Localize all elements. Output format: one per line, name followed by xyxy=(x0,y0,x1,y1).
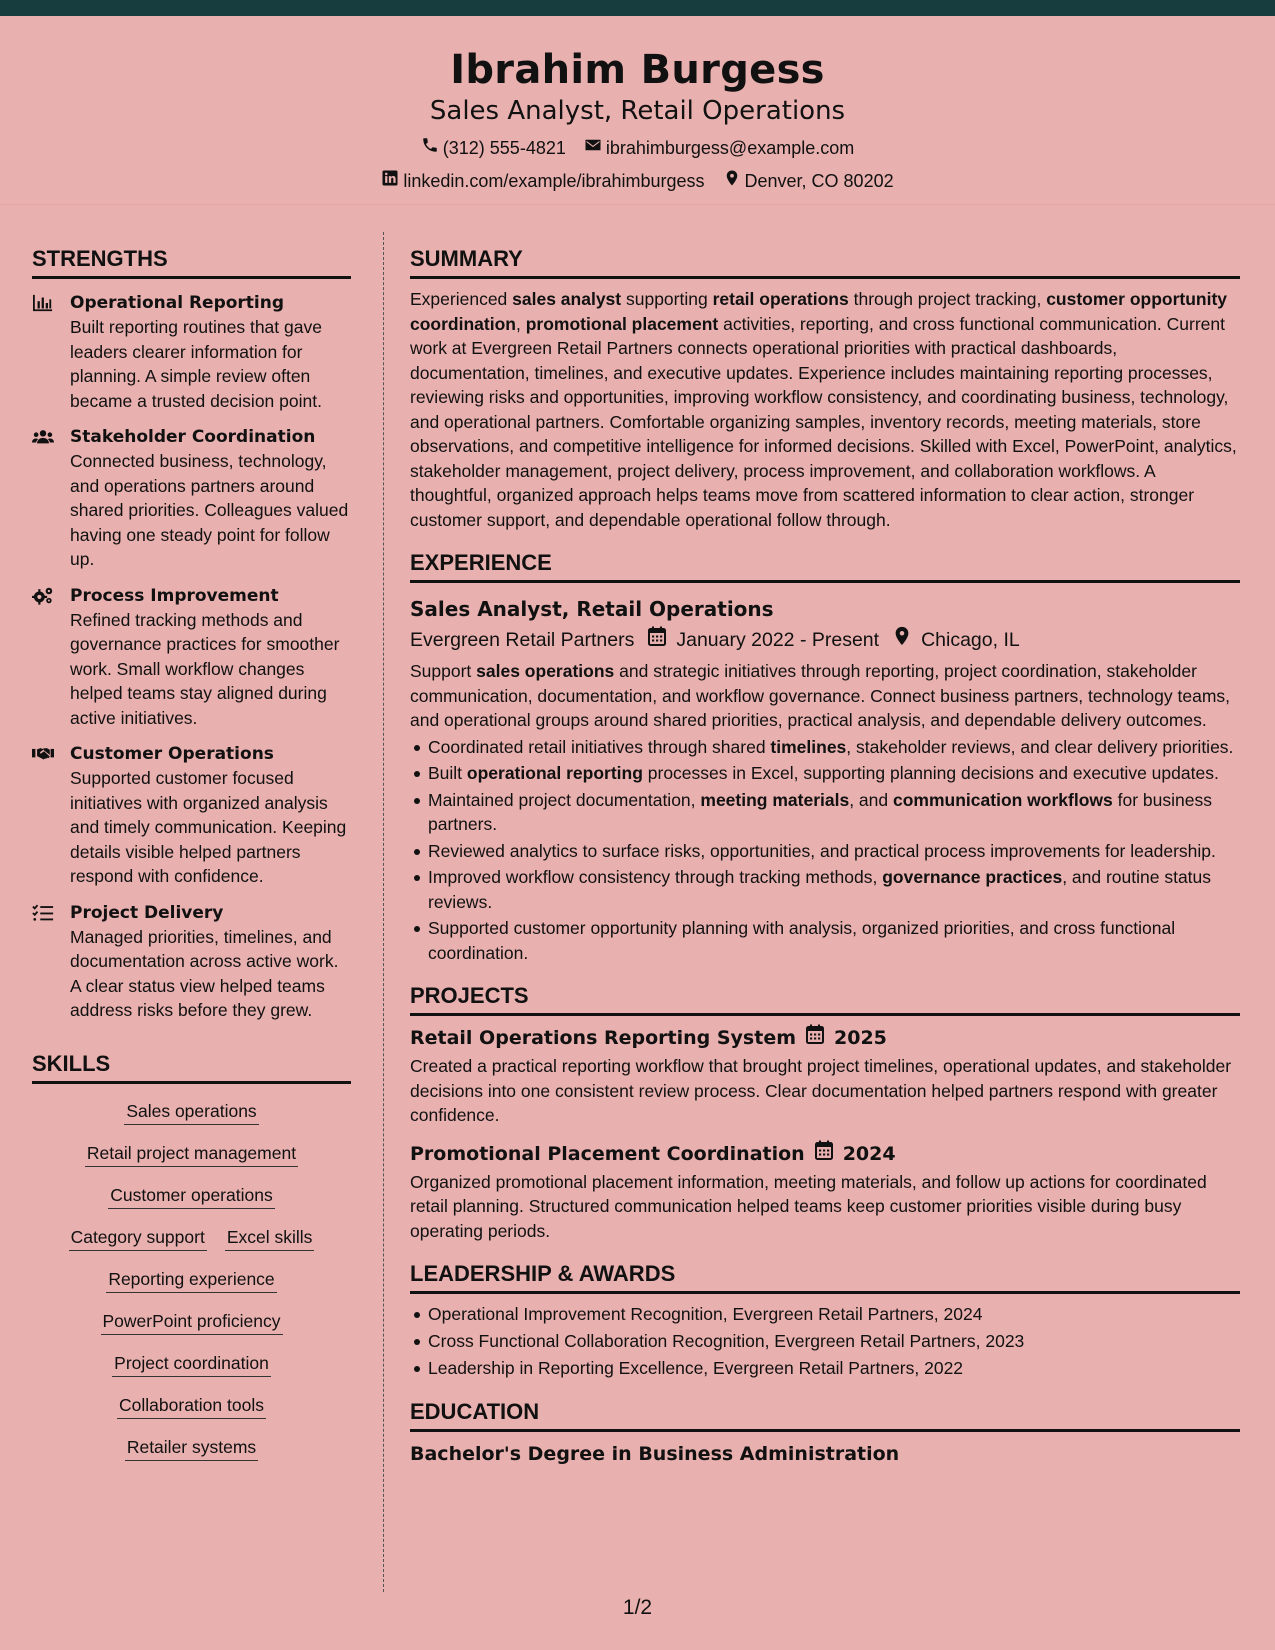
strength-item xyxy=(32,425,351,572)
skill-row xyxy=(32,1224,351,1251)
project-year: 2025 xyxy=(834,1027,887,1049)
bar-chart-icon xyxy=(32,291,56,413)
contact-location: Denver, CO 80202 xyxy=(723,169,894,192)
column-divider xyxy=(383,232,384,1592)
skill-row xyxy=(32,1434,351,1461)
skill-row xyxy=(32,1308,351,1335)
emphasis-text: customer opportunity coordination xyxy=(410,289,1228,334)
skill-tag: Sales operations xyxy=(124,1098,258,1125)
summary-text: Experienced sales analyst supporting retail operations through project tracking, customer opportunity coordination, promotional placement activities, reporting, and cross functional communication. Current work at Evergreen Retail Partners connects operational priorities with practical dashboards, documentation, timelines, and executive updates. Experience includes maintaining reporting processes, reviewing risks and opportunities, improving workflow consistency, and coordinating business, technology, and operational partners. Comfortable organizing samples, inventory records, meeting materials, store observations, and competitive intelligence for informed decisions. Skilled with Excel, PowerPoint, analytics, stakeholder management, project delivery, process improvement, and collaboration workflows. A thoughtful, organized approach helps teams move from scattered information to clear action, stronger customer support, and dependable operational follow through. xyxy=(410,289,1237,530)
project-description: Created a practical reporting workflow that brought project timelines, operational updates, and stakeholder decisions into one consistent review process. Clear documentation helped partners respond with greater confidence. xyxy=(410,1056,1232,1125)
contact-linkedin[interactable]: linkedin.com/example/ibrahimburgess xyxy=(381,169,704,192)
strength-title: Customer Operations xyxy=(70,744,274,764)
project-entry xyxy=(410,1024,1240,1128)
emphasis-text: sales analyst xyxy=(512,289,622,309)
list-item: Coordinated retail initiatives through shared timelines, stakeholder reviews, and clear delivery priorities. xyxy=(410,735,1240,760)
skill-tag: PowerPoint proficiency xyxy=(101,1308,283,1335)
contact-row-1 xyxy=(0,136,1275,159)
skills-list xyxy=(32,1098,351,1461)
job-title: Sales Analyst, Retail Operations xyxy=(410,597,774,621)
skill-row xyxy=(32,1098,351,1125)
map-pin-icon xyxy=(723,169,741,192)
project-entry xyxy=(410,1140,1240,1244)
skill-tag: Excel skills xyxy=(225,1224,315,1251)
skill-tag: Retailer systems xyxy=(125,1434,258,1461)
project-description: Organized promotional placement information, meeting materials, and follow up actions for coordinated retail planning. Structured communication helped teams keep customer priorities visible during busy operating periods. xyxy=(410,1171,1207,1241)
resume-header xyxy=(0,16,1275,204)
skill-row xyxy=(32,1140,351,1167)
list-item: Operational Improvement Recognition, Evergreen Retail Partners, 2024 xyxy=(410,1302,1240,1327)
users-icon xyxy=(32,425,56,572)
map-pin-icon xyxy=(893,625,911,655)
gears-icon xyxy=(32,584,56,731)
strength-item xyxy=(32,291,351,413)
skill-tag: Category support xyxy=(69,1224,207,1251)
projects-heading: PROJECTS xyxy=(410,981,1240,1016)
header-separator xyxy=(0,204,1275,205)
experience-entry xyxy=(410,595,1240,965)
phone-icon xyxy=(421,136,439,159)
skill-row xyxy=(32,1392,351,1419)
list-item: Reviewed analytics to surface risks, opportunities, and practical process improvements for leadership. xyxy=(410,839,1240,864)
contact-email[interactable]: ibrahimburgess@example.com xyxy=(584,136,854,159)
strength-title: Operational Reporting xyxy=(70,293,285,313)
calendar-icon xyxy=(815,1140,833,1168)
emphasis-text: sales operations xyxy=(476,661,615,681)
strengths-heading: STRENGTHS xyxy=(32,244,351,279)
emphasis-text: governance practices xyxy=(882,867,1063,887)
skill-tag: Reporting experience xyxy=(106,1266,276,1293)
job-description: Support sales operations and strategic initiatives through reporting, project coordination, stakeholder communication, documentation, and workflow governance. Connect business partners, technology teams, and operational groups around shared priorities, practical analysis, and dependable delivery outcomes. xyxy=(410,661,1231,730)
project-title: Promotional Placement Coordination xyxy=(410,1142,805,1165)
list-item: Improved workflow consistency through tracking methods, governance practices, and routine status reviews. xyxy=(410,865,1240,914)
contact-row-2 xyxy=(0,169,1275,192)
list-item: Supported customer opportunity planning with analysis, organized priorities, and cross functional coordination. xyxy=(410,916,1240,965)
top-accent-bar xyxy=(0,0,1275,16)
job-dates: January 2022 - Present xyxy=(676,629,880,651)
contact-phone: (312) 555-4821 xyxy=(421,136,566,159)
calendar-icon xyxy=(806,1024,824,1052)
strength-desc: Refined tracking methods and governance practices for smoother work. Small workflow changes helped teams stay aligned during active initiatives. xyxy=(70,609,340,728)
experience-heading: EXPERIENCE xyxy=(410,548,1240,583)
skill-tag: Project coordination xyxy=(112,1350,271,1377)
education-degree: Bachelor's Degree in Business Administration xyxy=(410,1443,900,1465)
education-heading: EDUCATION xyxy=(410,1397,1240,1432)
awards-heading: LEADERSHIP & AWARDS xyxy=(410,1259,1240,1294)
emphasis-text: promotional placement xyxy=(525,313,719,334)
emphasis-text: communication workflows xyxy=(893,789,1113,810)
strength-item xyxy=(32,742,351,889)
project-year: 2024 xyxy=(842,1142,896,1165)
list-item: Maintained project documentation, meeting materials, and communication workflows for business partners. xyxy=(410,788,1240,837)
candidate-role: Sales Analyst, Retail Operations xyxy=(429,96,846,126)
page-number: 1/2 xyxy=(622,1596,653,1619)
project-title: Retail Operations Reporting System xyxy=(410,1027,797,1049)
strength-title: Project Delivery xyxy=(70,902,224,923)
left-column xyxy=(32,244,351,1476)
skill-row xyxy=(32,1350,351,1377)
skill-row xyxy=(32,1266,351,1293)
strength-item xyxy=(32,901,351,1023)
linkedin-icon xyxy=(381,169,399,192)
skill-tag: Collaboration tools xyxy=(117,1392,266,1419)
strength-desc: Managed priorities, timelines, and documentation across active work. A clear status view helped teams address risks before they grew. xyxy=(70,926,339,1020)
emphasis-text: retail operations xyxy=(712,289,849,309)
emphasis-text: operational reporting xyxy=(466,763,643,783)
skills-heading: SKILLS xyxy=(32,1049,351,1084)
skill-tag: Retail project management xyxy=(85,1140,298,1167)
skill-row xyxy=(32,1182,351,1209)
emphasis-text: meeting materials xyxy=(700,789,850,810)
emphasis-text: timelines xyxy=(770,736,847,757)
strength-title: Stakeholder Coordination xyxy=(70,427,316,447)
calendar-icon xyxy=(648,625,666,655)
project-title-row xyxy=(410,1140,1240,1168)
job-bullets xyxy=(410,735,1240,966)
company-name: Evergreen Retail Partners xyxy=(410,629,635,651)
skill-tag: Customer operations xyxy=(108,1182,274,1209)
summary-heading: SUMMARY xyxy=(410,244,1240,279)
candidate-name: Ibrahim Burgess xyxy=(450,47,825,93)
strength-title: Process Improvement xyxy=(70,585,279,606)
job-location: Chicago, IL xyxy=(921,629,1020,651)
strength-desc: Connected business, technology, and operations partners around shared priorities. Colleagues valued having one steady point for follow up. xyxy=(70,451,349,569)
handshake-icon xyxy=(32,742,56,889)
task-list-icon xyxy=(32,901,56,1023)
strength-desc: Supported customer focused initiatives with organized analysis and timely communication. Keeping details visible helped partners respond with confidence. xyxy=(70,768,347,886)
awards-list xyxy=(410,1302,1240,1381)
strength-desc: Built reporting routines that gave leaders clearer information for planning. A simple review often became a trusted decision point. xyxy=(70,317,322,411)
envelope-icon xyxy=(584,136,602,159)
strength-item xyxy=(32,584,351,731)
right-column xyxy=(410,244,1240,1468)
list-item: Built operational reporting processes in Excel, supporting planning decisions and executive updates. xyxy=(410,761,1240,786)
list-item: Leadership in Reporting Excellence, Evergreen Retail Partners, 2022 xyxy=(410,1356,1240,1381)
list-item: Cross Functional Collaboration Recognition, Evergreen Retail Partners, 2023 xyxy=(410,1329,1240,1354)
job-meta xyxy=(410,625,1240,655)
project-title-row xyxy=(410,1024,1240,1052)
